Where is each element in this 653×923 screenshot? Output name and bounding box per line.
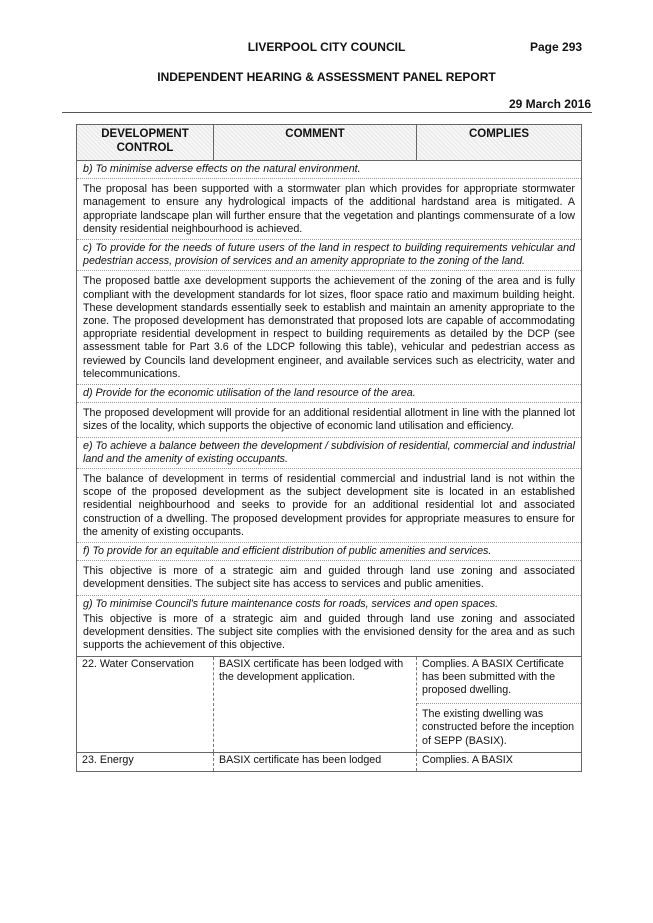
report-date: 29 March 2016: [508, 97, 591, 111]
objective-heading-b: b) To minimise adverse effects on the natural environment.: [77, 161, 581, 179]
objectives-block: [77, 161, 581, 656]
row-control: 23. Energy: [77, 753, 214, 771]
row-comment: BASIX certificate has been lodged: [214, 753, 417, 771]
objective-heading-g: g) To minimise Council's future maintenance costs for roads, services and open spaces.: [83, 597, 499, 610]
objective-heading-d: d) Provide for the economic utilisation of the land resource of the area.: [77, 385, 581, 403]
objective-text-f: This objective is more of a strategic aim and guided through land use zoning and associated development densities. The subject site has access to services and public amenities.: [77, 561, 581, 595]
objective-text-b: The proposal has been supported with a stormwater plan which provides for appropriate stormwater management to ensure any hydrological impacts of the additional hardstand area is mitigated. A appropriate landscape plan will further ensure that the vegetation and plantings commensurate of a low density residential neighbourhood is achieved.: [77, 179, 581, 240]
col-development-control: DEVELOPMENT CONTROL: [77, 125, 214, 160]
complies-text: Complies. A BASIX Certificate has been submitted with the proposed dwelling.: [422, 657, 564, 696]
complies-text: Complies. A BASIX: [422, 753, 513, 766]
council-name: LIVERPOOL CITY COUNCIL: [247, 40, 406, 54]
objective-text-d: The proposed development will provide for an additional residential allotment in line with the planned lot sizes of the locality, which supports the objective of economic land utilisation and efficiency.: [77, 403, 581, 437]
row-complies: [417, 753, 581, 771]
col-comment: COMMENT: [214, 125, 417, 160]
report-title: INDEPENDENT HEARING & ASSESSMENT PANEL REPORT: [157, 70, 496, 84]
complies-text: The existing dwelling was constructed before the inception of SEPP (BASIX).: [417, 703, 581, 751]
header-rule: [62, 112, 592, 113]
objective-text-g: This objective is more of a strategic aim and guided through land use zoning and associated development densities. The subject site complies with the envisioned density for the area and as such supports the achievement of this objective.: [83, 612, 575, 652]
table-row: [77, 656, 581, 752]
row-control: 22. Water Conservation: [77, 657, 214, 752]
row-comment: BASIX certificate has been lodged with the development application.: [214, 657, 417, 752]
row-complies: [417, 657, 581, 752]
objective-heading-f: f) To provide for an equitable and efficient distribution of public amenities and services.: [77, 543, 581, 561]
table-row: [77, 752, 581, 771]
objective-text-e: The balance of development in terms of residential commercial and industrial land is not within the scope of the proposed development as the subject development site is located in an established residential neighbourhood and seeks to provide for an additional residential lot and associated construction of a dwelling. The proposed development provides for appropriate measures to ensure for the amenity of existing occupants.: [77, 469, 581, 543]
assessment-table: [76, 124, 582, 772]
objective-heading-e: e) To achieve a balance between the development / subdivision of residential, commercial and industrial land and the amenity of existing occupants.: [77, 438, 581, 469]
objective-heading-c: c) To provide for the needs of future users of the land in respect to building requirements vehicular and pedestrian access, provision of services and an amenity appropriate to the zoning of the land.: [77, 240, 581, 271]
page-number: Page 293: [530, 40, 583, 54]
table-header: [77, 125, 581, 161]
col-complies: COMPLIES: [468, 128, 530, 140]
objective-text-c: The proposed battle axe development supports the achievement of the zoning of the area and is fully compliant with the development standards for lot sizes, floor space ratio and maximum building height. These development standards essentially seek to establish and maintain an amenity appropriate to the zone. The proposed development has demonstrated that proposed lots are capable of accommodating appropriate residential development in respect to building requirements as detailed by the DCP (see assessment table for Part 3.6 of the LDCP following this table), vehicular and pedestrian access as reviewed by Councils land development engineer, and available services such as electricity, water and telecommunications.: [77, 271, 581, 385]
